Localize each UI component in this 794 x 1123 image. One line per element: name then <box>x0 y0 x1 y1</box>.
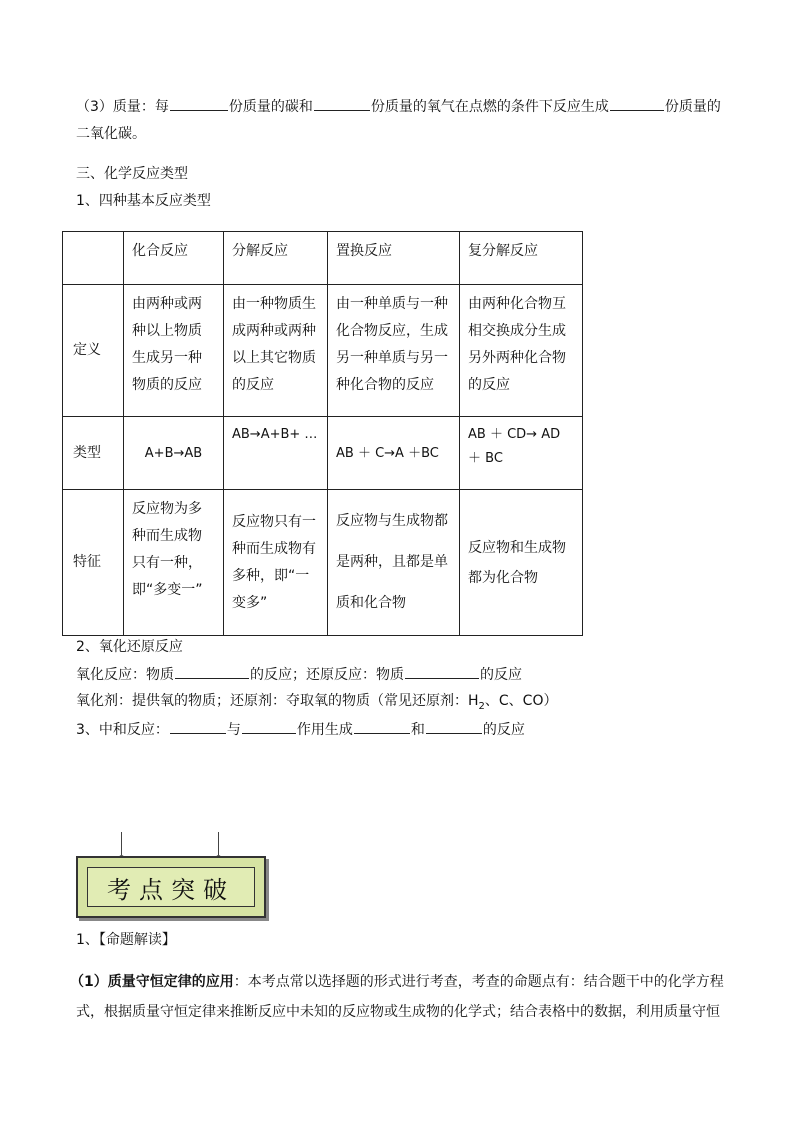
table-cell: AB ＋ CD→ AD ＋ BC <box>460 417 583 490</box>
mingti-title: 1、【命题解读】 <box>76 932 176 948</box>
table-header-row <box>63 232 583 285</box>
blank-carbon-mass[interactable] <box>170 96 228 111</box>
agents-subscript: 2 <box>478 700 485 712</box>
header-cell-empty <box>63 232 124 285</box>
blank-acid[interactable] <box>170 719 226 734</box>
neutral-text-b: 与 <box>226 722 241 738</box>
sub1-title: 1、四种基本反应类型 <box>76 193 211 209</box>
blank-salt[interactable] <box>354 719 410 734</box>
oxidation-text-a: 氧化反应：物质 <box>76 667 174 683</box>
row-label: 特征 <box>63 490 124 636</box>
q3-text-a: （3）质量：每 <box>76 99 169 115</box>
table-row-definition <box>63 285 583 417</box>
para-text: ：本考点常以选择题的形式进行考查，考查的命题点有：结合题干中的化学方程 <box>233 974 724 990</box>
para-bold-heading: （1）质量守恒定律的应用 <box>70 974 234 990</box>
neutral-text-d: 和 <box>410 722 425 738</box>
agents-line <box>76 691 557 717</box>
row-label: 类型 <box>63 417 124 490</box>
q3-text-b: 份质量的碳和 <box>228 99 313 115</box>
q3-text-c: 份质量的氧气在点燃的条件下反应生成 <box>370 99 609 115</box>
neutralization-line <box>76 719 525 740</box>
neutral-text-e: 的反应 <box>482 722 525 738</box>
header-cell: 化合反应 <box>124 232 224 285</box>
oxidation-line <box>76 664 522 685</box>
table-cell: A+B→AB <box>124 417 224 490</box>
blank-base[interactable] <box>242 719 296 734</box>
neutral-text-c: 作用生成 <box>296 722 353 738</box>
para-line1 <box>70 972 724 992</box>
table-row-feature <box>63 490 583 636</box>
table-cell: 反应物与生成物都是两种，且都是单质和化合物 <box>328 490 460 636</box>
q3-text-d: 份质量的 <box>664 99 721 115</box>
table-cell: AB→A+B+ … <box>224 417 328 490</box>
header-cell: 置换反应 <box>328 232 460 285</box>
table-cell: 由两种化合物互相交换成分生成另外两种化合物的反应 <box>460 285 583 417</box>
table-cell: 反应物和生成物都为化合物 <box>460 490 583 636</box>
neutral-text-a: 3、中和反应： <box>76 722 169 738</box>
blank-oxidation[interactable] <box>175 664 249 679</box>
table-cell: 反应物只有一种而生成物有多种，即“一变多” <box>224 490 328 636</box>
kaodian-sign-inner <box>87 867 255 907</box>
sign-title: 考点突破 <box>107 875 235 904</box>
header-cell: 分解反应 <box>224 232 328 285</box>
blank-reduction[interactable] <box>405 664 479 679</box>
section3-title: 三、化学反应类型 <box>76 166 188 182</box>
agents-tail: 、C、CO） <box>484 693 558 709</box>
q3-line2: 二氧化碳。 <box>76 126 146 142</box>
agents-text: 氧化剂：提供氧的物质；还原剂：夺取氧的物质（常见还原剂：H <box>76 693 479 709</box>
table-cell: 由一种单质与一种化合物反应，生成另一种单质与另一种化合物的反应 <box>328 285 460 417</box>
sub2-title: 2、氧化还原反应 <box>76 639 183 655</box>
row-label: 定义 <box>63 285 124 417</box>
table-row-type <box>63 417 583 490</box>
blank-water[interactable] <box>426 719 482 734</box>
q3-line1 <box>76 96 721 117</box>
kaodian-sign <box>76 856 266 918</box>
table-cell: 由一种物质生成两种或两种以上其它物质的反应 <box>224 285 328 417</box>
table-cell: 反应物为多种而生成物只有一种，即“多变一” <box>124 490 224 636</box>
oxidation-text-b: 的反应；还原反应：物质 <box>250 667 404 683</box>
reaction-types-table <box>62 231 583 636</box>
blank-co2-mass[interactable] <box>610 96 664 111</box>
blank-oxygen-mass[interactable] <box>314 96 370 111</box>
oxidation-text-c: 的反应 <box>480 667 522 683</box>
para-line2: 式，根据质量守恒定律来推断反应中未知的反应物或生成物的化学式；结合表格中的数据，利用质量守恒 <box>76 1004 720 1020</box>
header-cell: 复分解反应 <box>460 232 583 285</box>
table-cell: AB ＋ C→A ＋BC <box>328 417 460 490</box>
table-cell: 由两种或两种以上物质生成另一种物质的反应 <box>124 285 224 417</box>
